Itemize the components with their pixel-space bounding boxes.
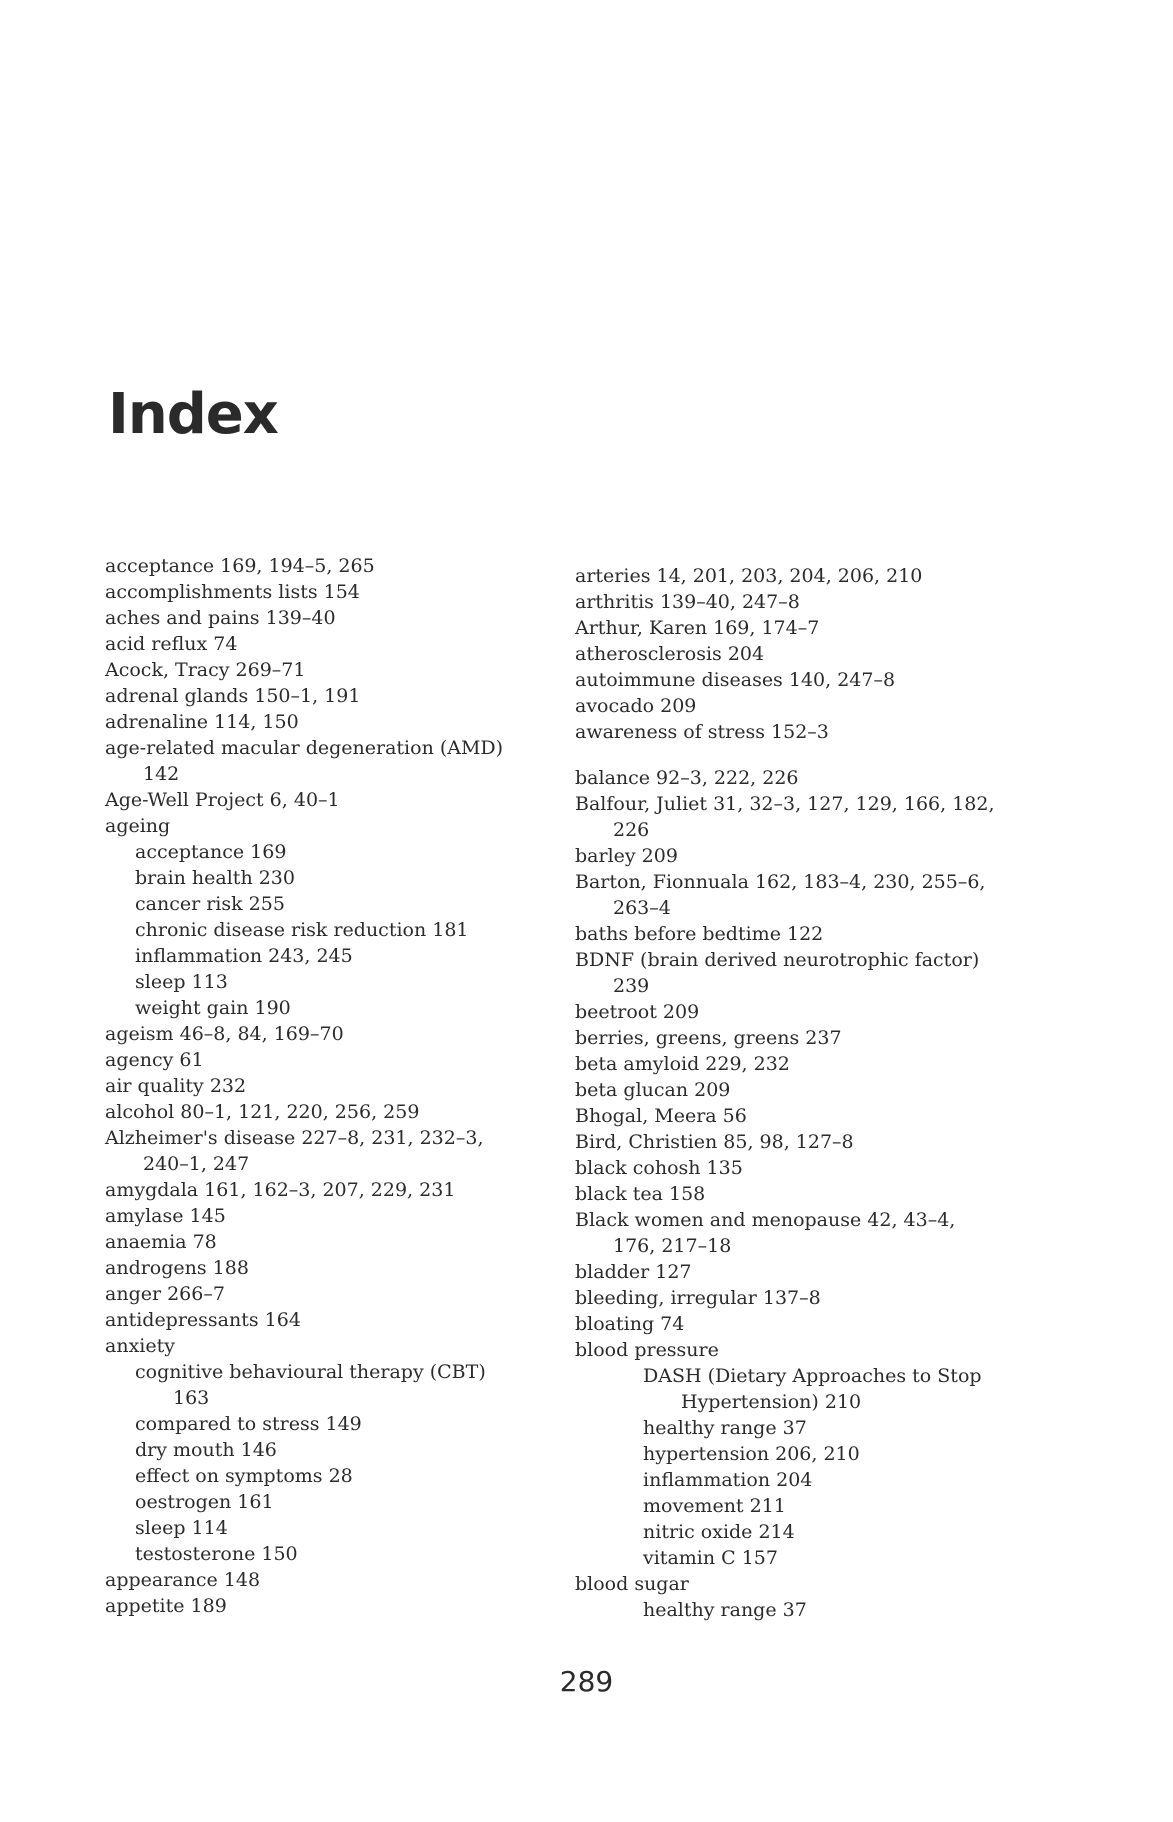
- index-entry-text: Bird, Christien 85, 98, 127–8: [575, 1131, 854, 1153]
- index-entry-text: effect on symptoms 28: [135, 1465, 353, 1487]
- index-entry: [105, 579, 545, 605]
- index-entry: [575, 641, 1015, 667]
- index-column-right: [575, 563, 1015, 1623]
- index-entry-text: brain health 230: [135, 867, 295, 889]
- index-entry-text: arthritis 139–40, 247–8: [575, 591, 800, 613]
- index-subentry: [105, 943, 545, 969]
- index-entry: [105, 1177, 545, 1203]
- index-entry-continuation: 263–4: [613, 897, 671, 919]
- index-entry-text: arteries 14, 201, 203, 204, 206, 210: [575, 565, 923, 587]
- index-entry-continuation: 176, 217–18: [613, 1235, 732, 1257]
- index-entry: [575, 1285, 1015, 1311]
- index-entry-text: nitric oxide 214: [643, 1521, 795, 1543]
- index-entry: [575, 1181, 1015, 1207]
- index-entry-continuation: Hypertension) 210: [681, 1391, 862, 1413]
- index-subentry: [105, 1411, 545, 1437]
- index-entry-text: Alzheimer's disease 227–8, 231, 232–3,: [105, 1127, 484, 1149]
- index-entry-text: adrenal glands 150–1, 191: [105, 685, 361, 707]
- index-entry-text: alcohol 80–1, 121, 220, 256, 259: [105, 1101, 420, 1123]
- index-entry: [575, 719, 1015, 745]
- index-entry: [105, 1593, 545, 1619]
- index-entry-text: bladder 127: [575, 1261, 692, 1283]
- index-entry-text: hypertension 206, 210: [643, 1443, 860, 1465]
- index-entry-text: autoimmune diseases 140, 247–8: [575, 669, 896, 691]
- index-entry-continuation: 163: [173, 1387, 210, 1409]
- index-subentry: [575, 1441, 1015, 1467]
- index-entry-text: chronic disease risk reduction 181: [135, 919, 469, 941]
- index-entry-text: anger 266–7: [105, 1283, 225, 1305]
- index-entry-text: healthy range 37: [643, 1417, 807, 1439]
- page-title: Index: [108, 382, 278, 447]
- index-subentry: [105, 1515, 545, 1541]
- index-entry-text: anxiety: [105, 1335, 175, 1357]
- index-entry: [105, 709, 545, 735]
- index-entry-text: atherosclerosis 204: [575, 643, 765, 665]
- index-entry-text: sleep 114: [135, 1517, 228, 1539]
- index-entry: [105, 1229, 545, 1255]
- index-entry-text: compared to stress 149: [135, 1413, 362, 1435]
- index-entry: [575, 667, 1015, 693]
- index-entry-continuation: 142: [143, 763, 180, 785]
- index-entry-text: barley 209: [575, 845, 678, 867]
- index-entry-text: agency 61: [105, 1049, 204, 1071]
- index-column-left: [105, 553, 545, 1619]
- index-entry-text: Arthur, Karen 169, 174–7: [575, 617, 820, 639]
- index-subentry: [105, 865, 545, 891]
- index-subentry: [105, 995, 545, 1021]
- index-entry: [575, 869, 1015, 921]
- index-entry: [575, 1155, 1015, 1181]
- index-entry-text: amylase 145: [105, 1205, 226, 1227]
- index-entry-text: ageism 46–8, 84, 169–70: [105, 1023, 344, 1045]
- index-entry-text: dry mouth 146: [135, 1439, 277, 1461]
- index-entry-text: bloating 74: [575, 1313, 685, 1335]
- index-entry-text: age-related macular degeneration (AMD): [105, 737, 504, 759]
- index-entry-continuation: 226: [613, 819, 650, 841]
- index-subentry: [105, 1541, 545, 1567]
- index-entry-text: adrenaline 114, 150: [105, 711, 299, 733]
- index-entry-text: vitamin C 157: [643, 1547, 778, 1569]
- index-entry-text: baths before bedtime 122: [575, 923, 824, 945]
- index-entry-text: ageing: [105, 815, 171, 837]
- section-gap: [575, 745, 1015, 765]
- index-entry-text: Acock, Tracy 269–71: [105, 659, 306, 681]
- index-entry-text: balance 92–3, 222, 226: [575, 767, 799, 789]
- index-entry-text: beetroot 209: [575, 1001, 700, 1023]
- index-subentry: [575, 1493, 1015, 1519]
- index-entry-text: DASH (Dietary Approaches to Stop: [643, 1365, 982, 1387]
- index-entry-text: Bhogal, Meera 56: [575, 1105, 747, 1127]
- index-entry: [575, 563, 1015, 589]
- index-entry-text: movement 211: [643, 1495, 786, 1517]
- index-entry: [105, 1333, 545, 1359]
- index-entry: [105, 631, 545, 657]
- index-entry: [105, 683, 545, 709]
- index-subentry: [105, 969, 545, 995]
- index-entry-text: acid reflux 74: [105, 633, 238, 655]
- index-entry-continuation: 240–1, 247: [143, 1153, 250, 1175]
- index-entry-text: avocado 209: [575, 695, 697, 717]
- index-entry: [575, 1337, 1015, 1363]
- index-subentry: [105, 839, 545, 865]
- index-entry: [105, 1125, 545, 1177]
- index-entry-text: blood sugar: [575, 1573, 689, 1595]
- index-subentry: [575, 1415, 1015, 1441]
- index-subentry: [105, 891, 545, 917]
- index-entry: [105, 1203, 545, 1229]
- index-entry: [575, 947, 1015, 999]
- index-subentry: [105, 1359, 545, 1411]
- index-entry: [575, 791, 1015, 843]
- index-entry: [575, 843, 1015, 869]
- index-entry: [105, 1255, 545, 1281]
- index-entry: [105, 1281, 545, 1307]
- index-entry-text: cognitive behavioural therapy (CBT): [135, 1361, 486, 1383]
- index-entry-text: healthy range 37: [643, 1599, 807, 1621]
- index-entry-text: oestrogen 161: [135, 1491, 274, 1513]
- index-subentry: [105, 917, 545, 943]
- index-entry: [105, 605, 545, 631]
- index-entry-text: androgens 188: [105, 1257, 249, 1279]
- index-entry: [575, 1051, 1015, 1077]
- index-entry: [575, 765, 1015, 791]
- index-subentry: [575, 1545, 1015, 1571]
- index-entry-text: bleeding, irregular 137–8: [575, 1287, 821, 1309]
- index-entry: [105, 813, 545, 839]
- index-entry-text: blood pressure: [575, 1339, 719, 1361]
- index-entry: [105, 1567, 545, 1593]
- index-entry-text: Balfour, Juliet 31, 32–3, 127, 129, 166, 182,: [575, 793, 995, 815]
- index-entry: [575, 1129, 1015, 1155]
- index-entry: [575, 615, 1015, 641]
- index-entry-text: BDNF (brain derived neurotrophic factor): [575, 949, 980, 971]
- index-entry: [575, 1207, 1015, 1259]
- index-entry-text: beta amyloid 229, 232: [575, 1053, 790, 1075]
- index-entry: [575, 1025, 1015, 1051]
- index-entry: [575, 1077, 1015, 1103]
- index-entry-text: inflammation 204: [643, 1469, 813, 1491]
- index-entry-text: awareness of stress 152–3: [575, 721, 829, 743]
- page-number: 289: [559, 1665, 614, 1698]
- index-subentry: [105, 1463, 545, 1489]
- index-subentry: [575, 1363, 1015, 1415]
- index-entry-text: berries, greens, greens 237: [575, 1027, 842, 1049]
- index-entry: [575, 1311, 1015, 1337]
- index-entry: [105, 1099, 545, 1125]
- index-entry: [105, 553, 545, 579]
- index-entry-text: testosterone 150: [135, 1543, 298, 1565]
- index-entry-text: cancer risk 255: [135, 893, 285, 915]
- index-entry: [105, 1021, 545, 1047]
- index-entry-text: Black women and menopause 42, 43–4,: [575, 1209, 956, 1231]
- index-entry-text: accomplishments lists 154: [105, 581, 360, 603]
- index-entry: [105, 1073, 545, 1099]
- index-entry-text: appetite 189: [105, 1595, 227, 1617]
- index-entry-text: inflammation 243, 245: [135, 945, 353, 967]
- index-entry: [575, 1259, 1015, 1285]
- index-entry: [105, 735, 545, 787]
- index-entry-text: black cohosh 135: [575, 1157, 743, 1179]
- index-entry-text: antidepressants 164: [105, 1309, 301, 1331]
- index-entry-text: amygdala 161, 162–3, 207, 229, 231: [105, 1179, 456, 1201]
- index-entry: [105, 657, 545, 683]
- index-entry-text: Barton, Fionnuala 162, 183–4, 230, 255–6,: [575, 871, 986, 893]
- index-entry-text: Age-Well Project 6, 40–1: [105, 789, 340, 811]
- index-entry: [575, 589, 1015, 615]
- index-subentry: [575, 1467, 1015, 1493]
- index-entry: [575, 999, 1015, 1025]
- index-entry-text: aches and pains 139–40: [105, 607, 336, 629]
- index-entry: [575, 693, 1015, 719]
- index-entry-text: air quality 232: [105, 1075, 247, 1097]
- index-entry-text: beta glucan 209: [575, 1079, 731, 1101]
- index-entry-text: appearance 148: [105, 1569, 261, 1591]
- index-subentry: [575, 1597, 1015, 1623]
- index-entry: [575, 1571, 1015, 1597]
- index-entry-text: acceptance 169, 194–5, 265: [105, 555, 375, 577]
- index-entry: [575, 921, 1015, 947]
- index-entry-continuation: 239: [613, 975, 650, 997]
- index-entry-text: weight gain 190: [135, 997, 291, 1019]
- index-entry-text: black tea 158: [575, 1183, 706, 1205]
- index-subentry: [575, 1519, 1015, 1545]
- index-entry: [105, 1307, 545, 1333]
- index-entry-text: sleep 113: [135, 971, 228, 993]
- index-entry: [105, 787, 545, 813]
- index-subentry: [105, 1489, 545, 1515]
- index-entry-text: acceptance 169: [135, 841, 287, 863]
- index-subentry: [105, 1437, 545, 1463]
- index-entry-text: anaemia 78: [105, 1231, 217, 1253]
- index-entry: [105, 1047, 545, 1073]
- index-entry: [575, 1103, 1015, 1129]
